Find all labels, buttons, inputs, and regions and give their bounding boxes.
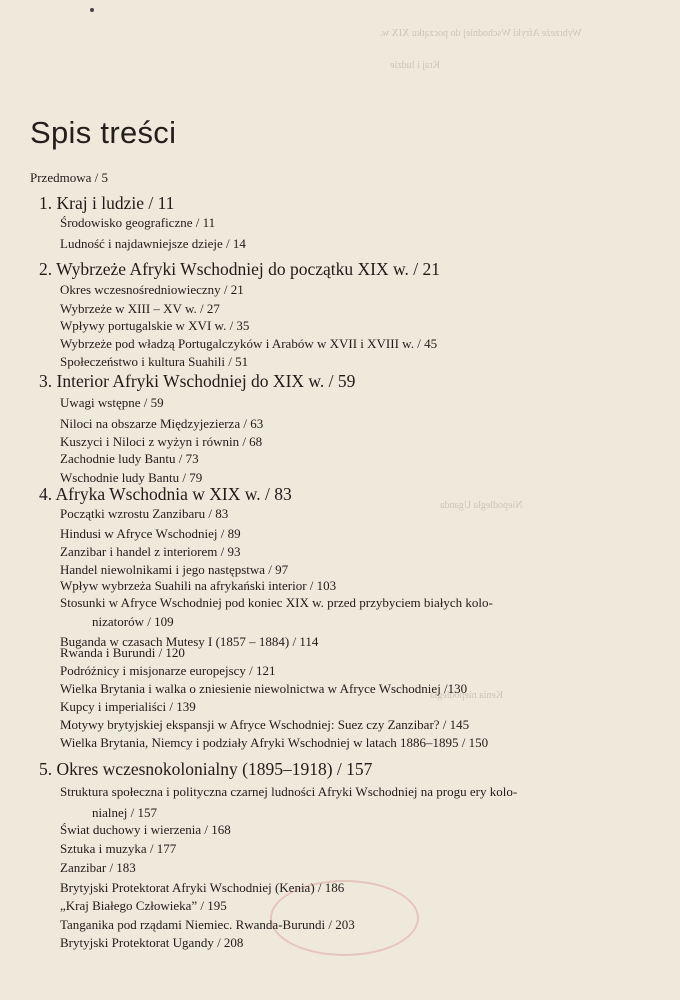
toc-entry: Kuszyci i Niloci z wyżyn i równin / 68	[60, 434, 263, 449]
toc-entry: Buganda w czasach Mutesy I (1857 – 1884) / 114	[60, 634, 319, 649]
toc-entry: Brytyjski Protektorat Ugandy / 208	[60, 935, 244, 950]
toc-entry: Tanganika pod rządami Niemiec. Rwanda-Burundi / 203	[60, 917, 355, 932]
bleed-through-text: Kraj i ludzie	[390, 60, 440, 71]
toc-entry: Wybrzeże w XIII – XV w. / 27	[60, 301, 220, 316]
toc-chapter-heading: 2. Wybrzeże Afryki Wschodniej do początku XIX w. / 21	[39, 259, 441, 279]
toc-entry: Hindusi w Afryce Wschodniej / 89	[60, 526, 241, 541]
toc-chapter-heading: 1. Kraj i ludzie / 11	[39, 193, 175, 213]
toc-entry: Środowisko geograficzne / 11	[60, 215, 216, 230]
toc-entry: Wschodnie ludy Bantu / 79	[60, 470, 203, 485]
bleed-through-text: Niepodległa Uganda	[440, 500, 523, 511]
toc-entry: Struktura społeczna i polityczna czarnej ludności Afryki Wschodniej na progu ery kolo-	[60, 784, 518, 799]
toc-entry: Przedmowa / 5	[30, 170, 108, 185]
toc-entry: Zanzibar i handel z interiorem / 93	[60, 544, 241, 559]
toc-entry: Wpływy portugalskie w XVI w. / 35	[60, 318, 250, 333]
toc-entry: Wybrzeże pod władzą Portugalczyków i Arabów w XVII i XVIII w. / 45	[60, 336, 438, 351]
toc-entry: Handel niewolnikami i jego następstwa / 97	[60, 562, 289, 577]
toc-entry: Zanzibar / 183	[60, 860, 136, 875]
toc-entry: Motywy brytyjskiej ekspansji w Afryce Wschodniej: Suez czy Zanzibar? / 145	[60, 717, 470, 732]
toc-entry: Niloci na obszarze Międzyjezierza / 63	[60, 416, 264, 431]
toc-entry: Podróżnicy i misjonarze europejscy / 121	[60, 663, 276, 678]
toc-entry: Kupcy i imperialiści / 139	[60, 699, 196, 714]
toc-entry: Wpływ wybrzeża Suahili na afrykański interior / 103	[60, 578, 337, 593]
toc-entry: Okres wczesnośredniowieczny / 21	[60, 282, 244, 297]
toc-entry: Sztuka i muzyka / 177	[60, 841, 177, 856]
toc-entry: nizatorów / 109	[92, 614, 174, 629]
toc-entry: Świat duchowy i wierzenia / 168	[60, 822, 231, 837]
toc-entry: „Kraj Białego Człowieka” / 195	[60, 898, 227, 913]
toc-entry: Rwanda i Burundi / 120	[60, 645, 185, 660]
toc-entry: Początki wzrostu Zanzibaru / 83	[60, 506, 229, 521]
toc-entry: Wielka Brytania, Niemcy i podziały Afryki Wschodniej w latach 1886–1895 / 150	[60, 735, 489, 750]
toc-chapter-heading: 5. Okres wczesnokolonialny (1895–1918) / 157	[39, 759, 373, 779]
toc-entry: Stosunki w Afryce Wschodniej pod koniec XIX w. przed przybyciem białych kolo-	[60, 595, 493, 610]
page-title: Spis treści	[30, 115, 177, 150]
toc-entry: Wielka Brytania i walka o zniesienie niewolnictwa w Afryce Wschodniej /130	[60, 681, 468, 696]
toc-entry: Brytyjski Protektorat Afryki Wschodniej (Kenia) / 186	[60, 880, 345, 895]
toc-entry: Społeczeństwo i kultura Suahili / 51	[60, 354, 249, 369]
toc-entry: Ludność i najdawniejsze dzieje / 14	[60, 236, 246, 251]
toc-chapter-heading: 3. Interior Afryki Wschodniej do XIX w. / 59	[39, 371, 356, 391]
toc-entry: nialnej / 157	[92, 805, 157, 820]
bleed-through-text: Kenia niepodległa	[430, 690, 504, 701]
toc-entry: Zachodnie ludy Bantu / 73	[60, 451, 199, 466]
ink-speck	[90, 8, 94, 12]
toc-entry: Uwagi wstępne / 59	[60, 395, 164, 410]
toc-chapter-heading: 4. Afryka Wschodnia w XIX w. / 83	[39, 484, 292, 504]
bleed-through-text: Wybrzeże Afryki Wschodniej do początku XIX w.	[380, 28, 582, 39]
